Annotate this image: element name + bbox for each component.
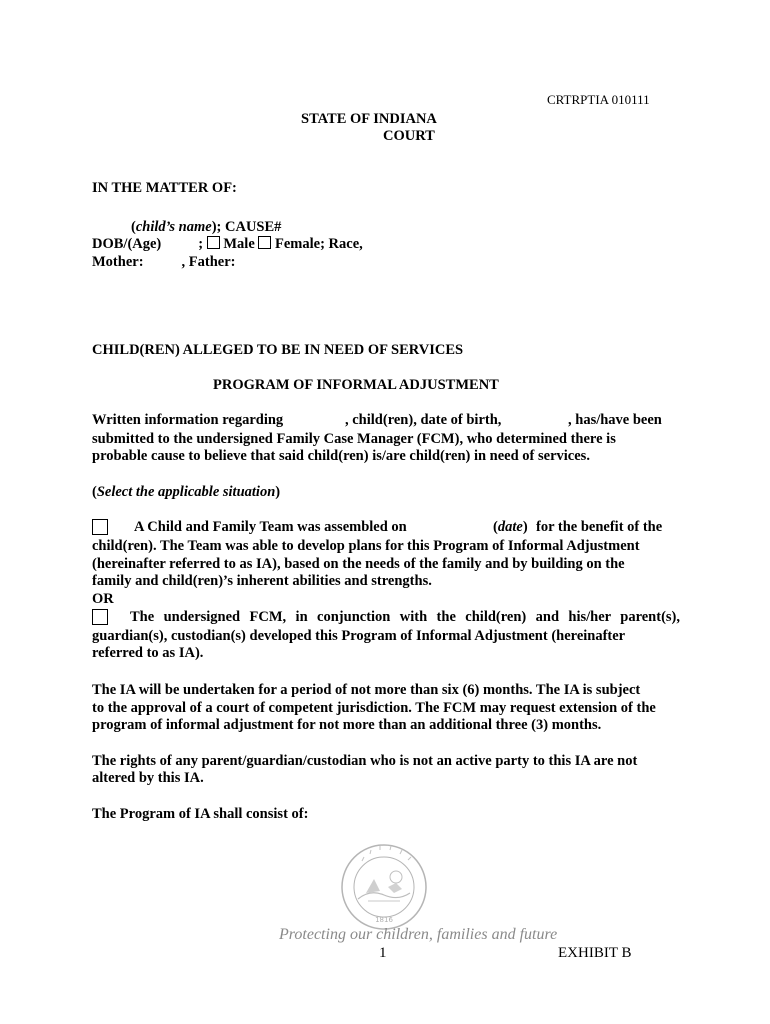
option-team-checkbox[interactable]: [92, 519, 108, 535]
option1-line-2: child(ren). The Team was able to develop plans for this Program of Informal Adjustment: [92, 538, 640, 554]
state-seal: [340, 843, 428, 931]
option1-date: (date): [493, 519, 528, 535]
child-name-label: child’s name: [135, 219, 212, 235]
seal-year: 1816: [375, 916, 393, 924]
intro-line-1c: , has/have been: [568, 412, 662, 428]
child-name-line: (child’s name); CAUSE#: [131, 219, 282, 235]
form-code: CRTRPTIA 010111: [547, 92, 650, 107]
document-title: CHILD(REN) ALLEGED TO BE IN NEED OF SERVICES: [92, 342, 464, 358]
select-note: (Select the applicable situation): [92, 484, 281, 500]
program-title: PROGRAM OF INFORMAL ADJUSTMENT: [213, 377, 499, 393]
father-label: , Father:: [181, 254, 236, 270]
intro-line-1b: , child(ren), date of birth,: [345, 412, 502, 428]
exhibit-label: EXHIBIT B: [558, 945, 632, 961]
intro-line-3: probable cause to believe that said child(ren) is/are child(ren) in need of services.: [92, 448, 590, 464]
option-fcm-checkbox[interactable]: [92, 609, 108, 625]
matter-heading: IN THE MATTER OF:: [92, 180, 237, 196]
period-line-3: program of informal adjustment for not more than an additional three (3) months.: [92, 717, 602, 733]
dob-label: DOB/(Age): [92, 236, 162, 252]
option1-line-1a: A Child and Family Team was assembled on: [134, 519, 407, 535]
female-checkbox[interactable]: [258, 236, 271, 249]
intro-line-1a: Written information regarding: [92, 412, 284, 428]
dob-line: DOB/(Age) ; Male Female; Race,: [92, 236, 363, 252]
mother-label: Mother:: [92, 254, 144, 270]
period-line-2: to the approval of a court of competent jurisdiction. The FCM may request extension of the: [92, 700, 656, 716]
period-line-1: The IA will be undertaken for a period of not more than six (6) months. The IA is subject: [92, 682, 641, 698]
program-consist: The Program of IA shall consist of:: [92, 806, 309, 822]
select-note-text: Select the applicable situation: [96, 484, 276, 500]
page-number: 1: [379, 945, 387, 961]
parents-line: [92, 254, 235, 271]
option1-line-1b: for the benefit of the: [536, 519, 663, 535]
option1-line-4: family and child(ren)’s inherent abilities and strengths.: [92, 573, 432, 589]
female-label: Female; Race,: [275, 236, 363, 252]
option2-line-3: referred to as IA).: [92, 645, 204, 661]
male-checkbox[interactable]: [207, 236, 220, 249]
rights-line-2: altered by this IA.: [92, 770, 204, 786]
cause-label: ; CAUSE#: [216, 219, 282, 235]
intro-line-2: submitted to the undersigned Family Case Manager (FCM), who determined there is: [92, 431, 616, 447]
state-heading: STATE OF INDIANA: [301, 111, 437, 127]
option2-line-1: The undersigned FCM, in conjunction with the child(ren) and his/her parent(s),: [130, 609, 680, 625]
option1-line-3: (hereinafter referred to as IA), based on the needs of the family and by building on the: [92, 556, 625, 572]
footer-motto: Protecting our children, families and future: [279, 926, 558, 943]
or-label: OR: [92, 591, 114, 607]
option2-line-2: guardian(s), custodian(s) developed this Program of Informal Adjustment (hereinafter: [92, 628, 626, 644]
date-label: date: [497, 519, 523, 535]
rights-line-1: The rights of any parent/guardian/custodian who is not an active party to this IA are not: [92, 753, 638, 769]
male-label: Male: [223, 236, 255, 252]
court-heading: COURT: [383, 128, 435, 144]
